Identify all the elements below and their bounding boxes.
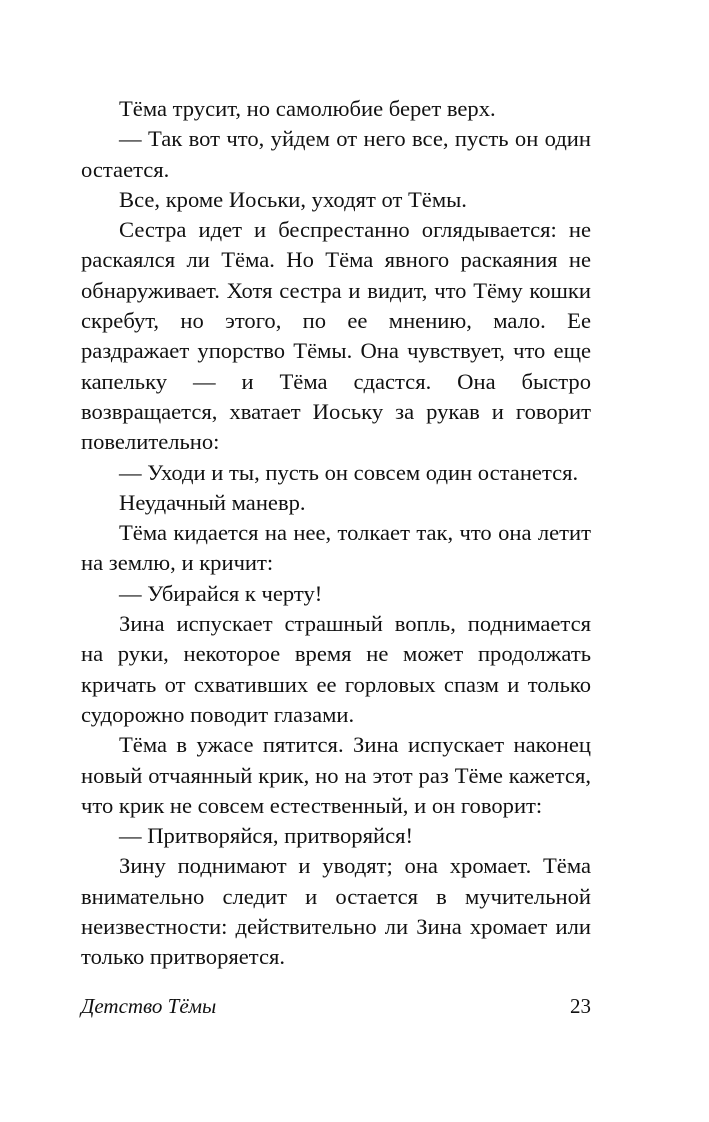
paragraph: Неудачный маневр.: [119, 489, 306, 515]
paragraph: Тёма кидается на нее, толкает так, что она летит на землю, и кричит:: [81, 520, 591, 576]
paragraph: Зину поднимают и уводят; она хромает. Тёма внимательно следит и остается в мучительной неизвестности: действительно ли Зина хромает или только притворяется.: [81, 853, 591, 970]
paragraph: Зина испускает страшный вопль, поднимается на руки, некоторое время не может продолжать кричать от схвативших ее горловых спазм и только судорожно поводит глазами.: [81, 611, 591, 727]
paragraph: — Притворяйся, притворяйся!: [119, 823, 414, 849]
paragraph: — Убирайся к черту!: [119, 580, 323, 606]
paragraph: Тёма трусит, но самолюбие берет верх.: [119, 96, 496, 121]
paragraph: Сестра идет и беспрестанно оглядывается: не раскаялся ли Тёма. Но Тёма явного раскаяния не обнаруживает. Хотя сестра и видит, что Тёму кошки скребут, но этого, по ее мнению, мало. Ее раздражает упорство Тёмы. Она чувствует, что еще капельку — и Тёма сдастся. Она быстро возвращается, хватает Иоську за рукав и говорит повелительно:: [81, 217, 591, 455]
paragraph: — Так вот что, уйдем от него все, пусть он один остается.: [81, 126, 591, 182]
body-text: [81, 94, 591, 973]
page-footer: [81, 994, 591, 1024]
page-number: 23: [570, 994, 591, 1018]
paragraph: Тёма в ужасе пятится. Зина испускает наконец новый отчаянный крик, но на этот раз Тёме кажется, что крик не совсем естественный, и он говорит:: [81, 732, 591, 818]
paragraph: — Уходи и ты, пусть он совсем один останется.: [119, 459, 579, 485]
running-title: Детство Тёмы: [81, 994, 217, 1018]
paragraph: Все, кроме Иоськи, уходят от Тёмы.: [119, 186, 467, 212]
